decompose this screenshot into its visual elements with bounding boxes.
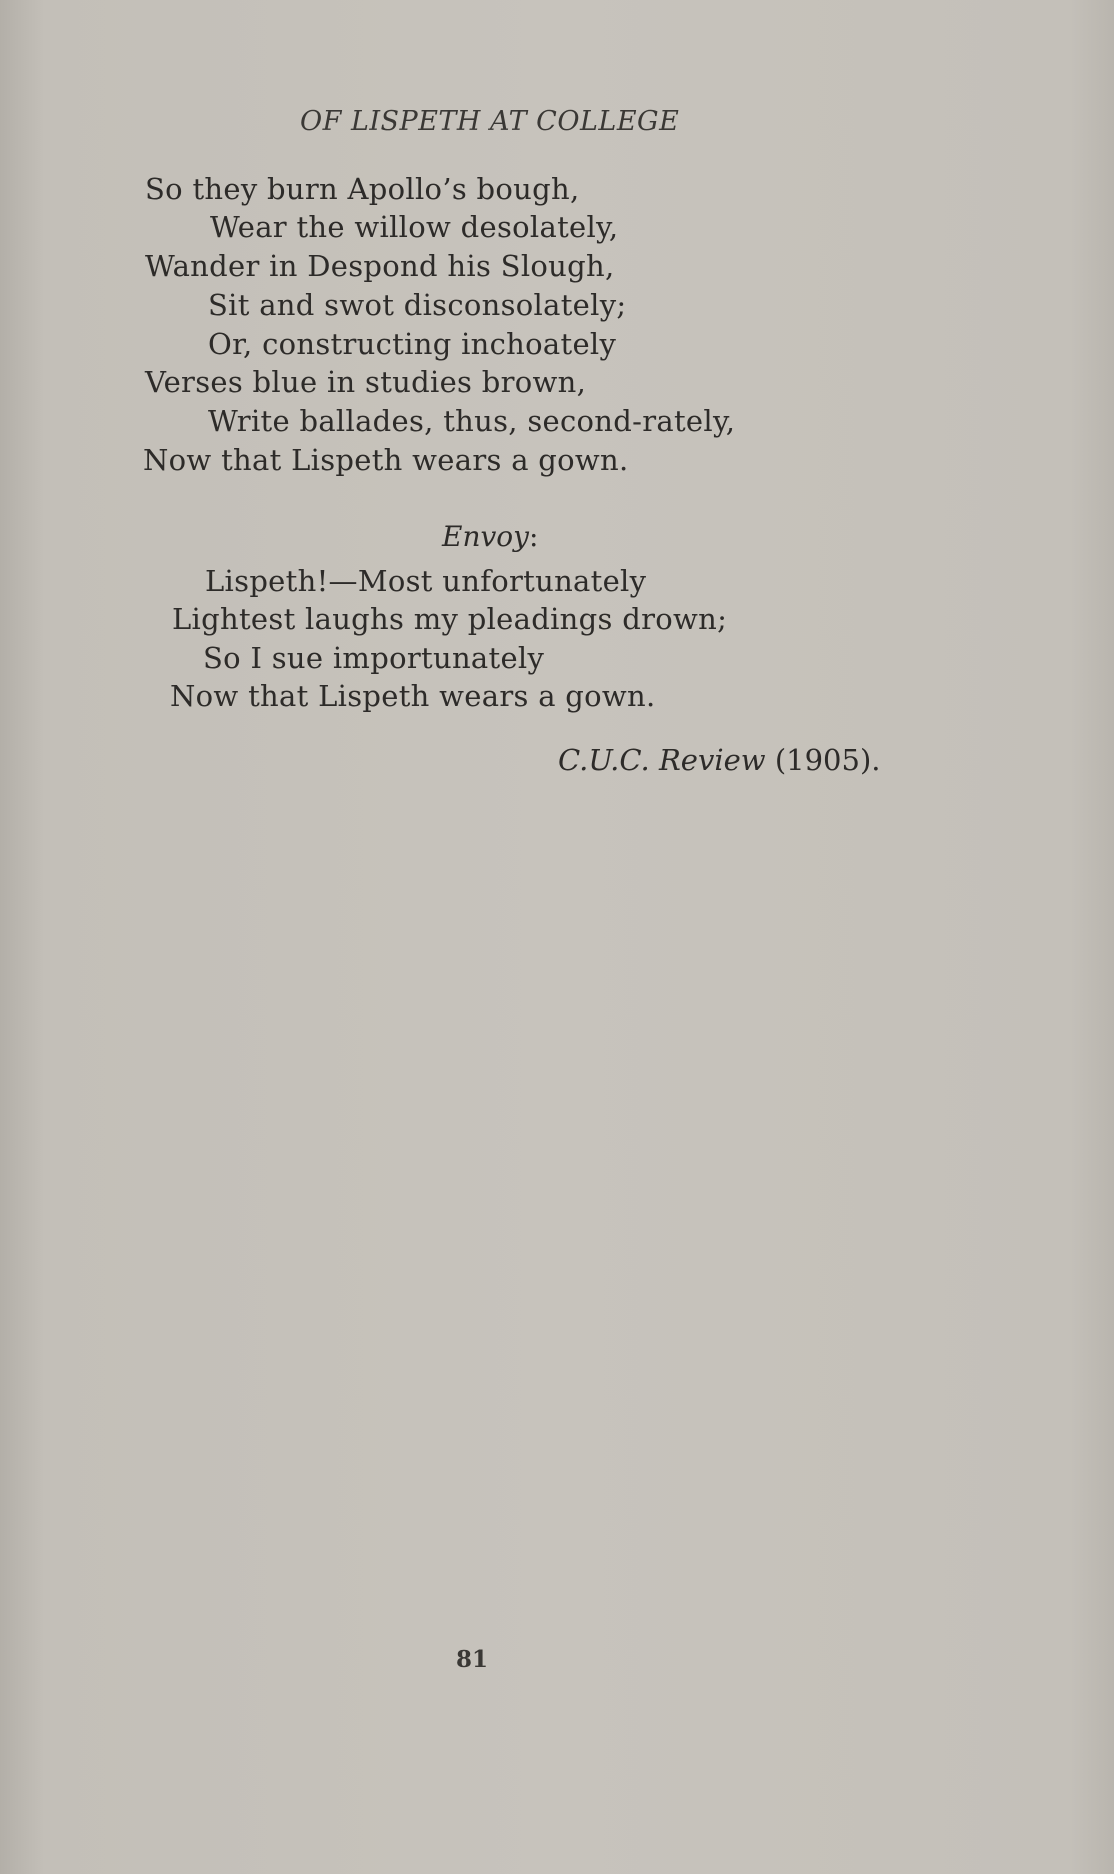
source-year: (1905). <box>774 743 881 777</box>
envoy-line: Now that Lispeth wears a gown. <box>170 679 656 713</box>
page-number: 81 <box>456 1646 489 1673</box>
envoy-line: So I sue importunately <box>203 641 545 675</box>
envoy-heading-colon: : <box>528 520 539 553</box>
verse-line: Now that Lispeth wears a gown. <box>143 443 629 477</box>
verse-line: So they burn Apollo’s bough, <box>145 172 580 206</box>
verse-line: Sit and swot disconsolately; <box>208 288 627 322</box>
verse-line: Write ballades, thus, second-rately, <box>208 404 736 438</box>
source-title: C.U.C. Review <box>558 743 766 777</box>
running-head: OF LISPETH AT COLLEGE <box>300 106 680 137</box>
envoy-line: Lispeth!—Most unfortunately <box>205 564 647 598</box>
envoy-heading-label: Envoy <box>442 520 529 553</box>
verse-line: Wear the willow desolately, <box>210 210 619 244</box>
envoy-line: Lightest laughs my pleadings drown; <box>172 602 728 636</box>
verse-line: Wander in Despond his Slough, <box>145 249 615 283</box>
attribution <box>558 743 880 777</box>
verse-line: Or, constructing inchoately <box>208 327 617 361</box>
verse-line: Verses blue in studies brown, <box>145 365 587 399</box>
envoy-heading <box>442 520 538 553</box>
